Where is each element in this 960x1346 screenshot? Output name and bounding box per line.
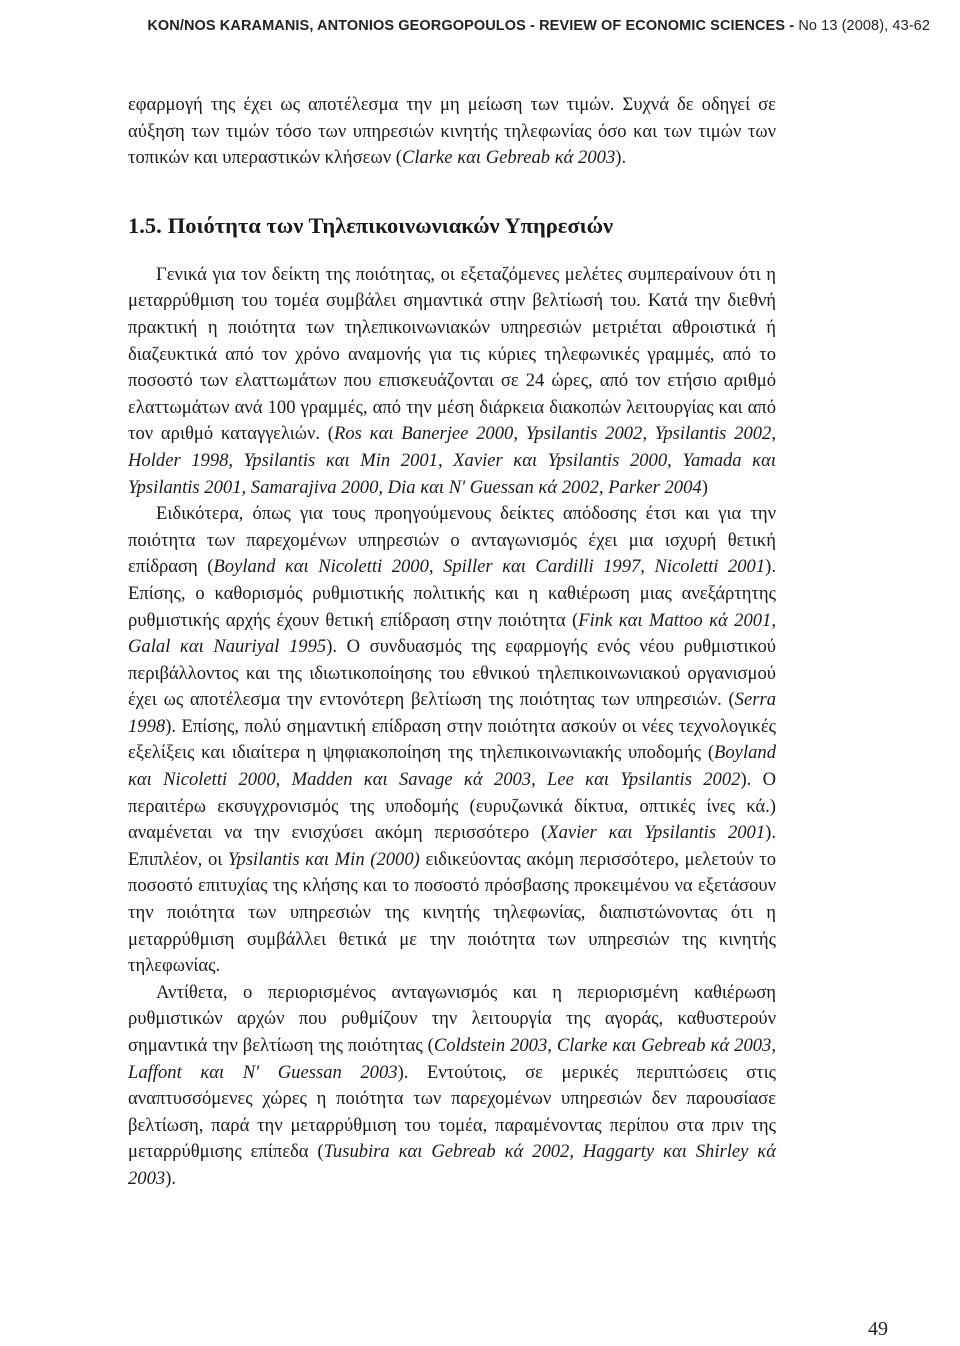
text-run: ). Ο περαιτέρω εκσυγχρονισμός της υποδομής (ευρυζωνικά δίκτυα, οπτικές ίνες κά.) αναμένεται να την ενισχύσει ακόμη περισσότερο ( [128, 769, 776, 844]
text-run: ) [701, 476, 708, 498]
section-heading [128, 212, 776, 240]
text-run: ). Επίσης, πολύ σημαντική επίδραση στην ποιότητα ασκούν οι νέες τεχνολογικές εξελίξεις και ιδιαίτερα η ψηφιακοποίηση της τηλεπικοινωνιακής υποδομής ( [128, 715, 776, 764]
paragraph [128, 980, 776, 1193]
section-title: Ποιότητα των Τηλεπικοινωνιακών Υπηρεσιών [167, 212, 614, 238]
citation: Clarke και Gebreab κά 2003 [401, 147, 616, 169]
page-number: 49 [868, 1318, 888, 1340]
text-run: ). Ο συνδυασμός της εφαρμογής ενός νέου ρυθμιστικού περιβάλλοντος και της ιδιωτικοποίησης του εθνικού τηλεπικοινωνιακού οργανισμού έχει ως αποτέλεσμα την εντονότερη βελτίωση της ποιότητας των υπηρεσιών. ( [128, 636, 776, 711]
text-run: Αντίθετα, ο περιορισμένος ανταγωνισμός και η περιορισμένη καθιέρωση ρυθμιστικών αρχών που ρυθμίζουν την λειτουργία της αγοράς, καθυστερούν σημαντικά την βελτίωση της ποιότητας ( [128, 981, 776, 1056]
text-run: ). [165, 1167, 177, 1189]
text-run: ). [615, 147, 627, 169]
text-run: ). Επιπλέον, οι [128, 822, 776, 870]
citation: Coldstein 2003, Clarke και Gebreab κά 2003, Laffont και N' Guessan 2003 [128, 1035, 776, 1083]
citation: Tusubira και Gebreab κά 2002, Haggarty και Shirley κά 2003 [128, 1141, 776, 1189]
text-run: Γενικά για τον δείκτη της ποιότητας, οι εξεταζόμενες μελέτες συμπεραίνουν ότι η μεταρρύθμιση του τομέα συμβάλει σημαντικά στην βελτίωσή του. Κατά την διεθνή πρακτική η ποιότητα των τηλεπικοινωνιακών υπηρεσιών μετριέται αθροιστικά ή διαζευκτικά από τον χρόνο αναμονής για τις κύριες τηλεφωνικές γραμμές, από το ποσοστό των ελαττωμάτων που επισκευάζονται σε 24 ώρες, από τον ετήσιο αριθμό ελαττωμάτων ανά 100 γραμμές, από την μέση διάρκεια διακοπών λειτουργίας και από τον αριθμό καταγγελιών. ( [128, 263, 776, 445]
text-run: ). Εντούτοις, σε μερικές περιπτώσεις στις αναπτυσσόμενες χώρες η ποιότητα των παρεχομένων υπηρεσιών δεν παρουσίασε βελτίωση, παρά την μεταρρύθμιση του τομέα, παραμένοντας περίπου στα πριν της μεταρρύθμισης επίπεδα ( [128, 1061, 776, 1163]
text-run: εφαρμογή της έχει ως αποτέλεσμα την μη μείωση των τιμών. Συχνά δε οδηγεί σε αύξηση των τιμών τόσο των υπηρεσιών κινητής τηλεφωνίας όσο και των τιμών των τοπικών και υπεραστικών κλήσεων ( [128, 94, 776, 169]
paragraph-continuation [128, 92, 776, 172]
running-title: KON/NOS KARAMANIS, ANTONIOS GEORGOPOULOS - REVIEW OF ECONOMIC SCIENCES - [147, 18, 795, 34]
paragraph [128, 501, 776, 980]
citation: Serra 1998 [128, 689, 776, 737]
citation: Xavier και Ypsilantis 2001 [547, 822, 766, 844]
section-number: 1.5. [128, 212, 162, 238]
running-header [0, 18, 930, 34]
text-run: Ειδικότερα, όπως για τους προηγούμενους δείκτες απόδοσης έτσι και για την ποιότητα των παρεχομένων υπηρεσιών ο ανταγωνισμός έχει μια ισχυρή θετική επίδραση ( [128, 503, 776, 578]
citation: Boyland και Nicoletti 2000, Madden και Savage κά 2003, Lee και Ypsilantis 2002 [128, 742, 776, 791]
issue-info: No 13 (2008), 43-62 [798, 18, 930, 34]
body-text [128, 92, 776, 1193]
text-run: ). Επίσης, ο καθορισμός ρυθμιστικής πολιτικής και η καθιέρωση μιας ανεξάρτητης ρυθμιστικής αρχής έχουν θετική επίδραση στην ποιότητα ( [128, 556, 776, 631]
citation: Fink και Mattoo κά 2001, Galal και Nauriyal 1995 [128, 609, 776, 658]
citation: Ypsilantis και Min (2000) [227, 848, 420, 870]
citation: Boyland και Nicoletti 2000, Spiller και Cardilli 1997, Nicoletti 2001 [213, 556, 766, 578]
text-run: ειδικεύοντας ακόμη περισσότερο, μελετούν το ποσοστό επιτυχίας της κλήσης και το ποσοστό πρόσβασης προκειμένου να εξετάσουν την ποιότητα των υπηρεσιών της κινητής τηλεφωνίας, διαπιστώνοντας ότι η μεταρρύθμιση συμβάλλει θετικά με την ποιότητα των υπηρεσιών της κινητής τηλεφωνίας. [128, 848, 776, 977]
paragraph [128, 262, 776, 501]
citation: Ros και Banerjee 2000, Ypsilantis 2002, Ypsilantis 2002, Holder 1998, Ypsilantis και Min 2001, Xavier και Ypsilantis 2000, Yamada και Ypsilantis 2001, Samarajiva 2000, Dia και N' Guessan κά 2002, Parker 2004 [128, 423, 776, 498]
